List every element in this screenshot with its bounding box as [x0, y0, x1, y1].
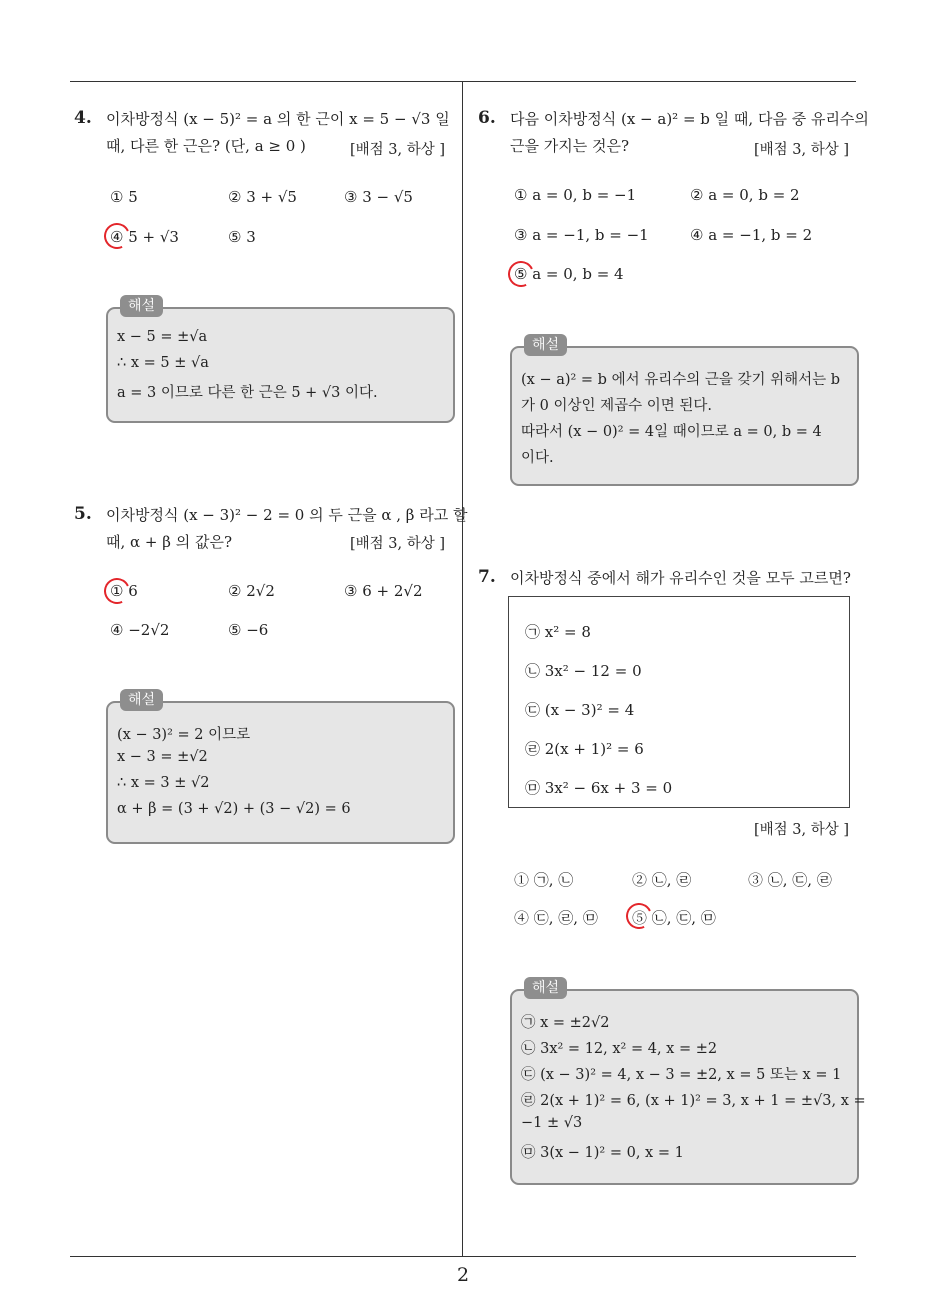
solution-line: ㉤ 3(x − 1)² = 0, x = 1	[521, 1145, 684, 1161]
choice-2[interactable]: ② 3 + √5	[228, 188, 297, 206]
question-text: 이차방정식 (x − 3)² − 2 = 0 의 두 근을 α , β 라고 할	[106, 506, 468, 524]
choice-4[interactable]: ④ ㉢, ㉣, ㉤	[514, 909, 598, 927]
solution-box	[106, 692, 455, 844]
choice-5[interactable]: ⑤ ㉡, ㉢, ㉤	[632, 909, 716, 927]
solution-line: −1 ± √3	[521, 1115, 583, 1131]
solution-line: ㉣ 2(x + 1)² = 6, (x + 1)² = 3, x + 1 = ±√3, x =	[521, 1093, 866, 1109]
solution-line: α + β = (3 + √2) + (3 − √2) = 6	[117, 801, 351, 817]
solution-line: a = 3 이므로 다른 한 근은 5 + √3 이다.	[117, 385, 378, 401]
equation-item: ㉤ 3x² − 6x + 3 = 0	[525, 779, 673, 797]
choice-1[interactable]: ① 5	[110, 188, 138, 206]
solution-line: 가 0 이상인 제곱수 이면 된다.	[521, 398, 712, 414]
solution-box	[510, 337, 859, 486]
page-number: 2	[456, 1264, 470, 1286]
solution-line: ∴ x = 5 ± √a	[117, 355, 209, 371]
choice-1[interactable]: ① ㉠, ㉡	[514, 871, 574, 889]
equation-item: ㉡ 3x² − 12 = 0	[525, 662, 642, 680]
question-text: 다음 이차방정식 (x − a)² = b 일 때, 다음 중 유리수의	[510, 110, 869, 128]
question-number: 7.	[478, 567, 496, 587]
solution-tag: 해설	[524, 977, 567, 999]
question-text: 이차방정식 중에서 해가 유리수인 것을 모두 고르면?	[510, 569, 851, 587]
choice-3[interactable]: ③ 3 − √5	[344, 188, 413, 206]
answer-circle-mark	[100, 574, 133, 607]
choice-3[interactable]: ③ a = −1, b = −1	[514, 226, 649, 244]
solution-line: (x − a)² = b 에서 유리수의 근을 갖기 위해서는 b	[521, 372, 840, 388]
solution-tag: 해설	[120, 295, 163, 317]
choice-5[interactable]: ⑤ a = 0, b = 4	[514, 265, 624, 283]
choice-4[interactable]: ④ a = −1, b = 2	[690, 226, 813, 244]
choice-2[interactable]: ② ㉡, ㉣	[632, 871, 692, 889]
solution-tag: 해설	[120, 689, 163, 711]
solution-line: ㉡ 3x² = 12, x² = 4, x = ±2	[521, 1041, 718, 1057]
answer-circle-mark	[504, 257, 537, 290]
choice-4[interactable]: ④ −2√2	[110, 621, 170, 639]
question-number: 6.	[478, 108, 496, 128]
choice-2[interactable]: ② a = 0, b = 2	[690, 186, 800, 204]
answer-circle-mark	[100, 219, 133, 252]
choice-4[interactable]: ④ 5 + √3	[110, 228, 179, 246]
choice-5[interactable]: ⑤ 3	[228, 228, 256, 246]
equation-item: ㉠ x² = 8	[525, 623, 591, 641]
solution-tag: 해설	[524, 334, 567, 356]
score-label: [배점 3, 하상 ]	[350, 536, 446, 552]
choice-1[interactable]: ① a = 0, b = −1	[514, 186, 637, 204]
solution-line: x − 3 = ±√2	[117, 749, 208, 765]
solution-box	[106, 298, 455, 423]
equation-item: ㉢ (x − 3)² = 4	[525, 701, 635, 719]
choice-1[interactable]: ① 6	[110, 582, 138, 600]
solution-line: (x − 3)² = 2 이므로	[117, 727, 251, 743]
top-rule	[70, 81, 856, 82]
solution-line: 따라서 (x − 0)² = 4일 때이므로 a = 0, b = 4	[521, 424, 822, 440]
equation-box	[508, 596, 850, 808]
solution-line: ㉠ x = ±2√2	[521, 1015, 610, 1031]
solution-line: ∴ x = 3 ± √2	[117, 775, 210, 791]
score-label: [배점 3, 하상 ]	[754, 142, 850, 158]
score-label: [배점 3, 하상 ]	[350, 142, 446, 158]
question-text: 이차방정식 (x − 5)² = a 의 한 근이 x = 5 − √3 일	[106, 110, 450, 128]
column-divider	[462, 82, 463, 1256]
solution-box	[510, 980, 866, 1185]
choice-3[interactable]: ③ ㉡, ㉢, ㉣	[748, 871, 832, 889]
choice-5[interactable]: ⑤ −6	[228, 621, 269, 639]
solution-line: x − 5 = ±√a	[117, 329, 208, 345]
bottom-rule	[70, 1256, 856, 1257]
question-text: 때, 다른 한 근은? (단, a ≥ 0 )	[106, 137, 306, 155]
solution-line: ㉢ (x − 3)² = 4, x − 3 = ±2, x = 5 또는 x = 1	[521, 1067, 842, 1083]
score-label: [배점 3, 하상 ]	[754, 822, 850, 838]
question-number: 4.	[74, 108, 92, 128]
choice-2[interactable]: ② 2√2	[228, 582, 275, 600]
solution-line: 이다.	[521, 450, 554, 466]
choice-3[interactable]: ③ 6 + 2√2	[344, 582, 423, 600]
question-text: 때, α + β 의 값은?	[106, 533, 232, 551]
question-number: 5.	[74, 504, 92, 524]
equation-item: ㉣ 2(x + 1)² = 6	[525, 740, 644, 758]
question-text: 근을 가지는 것은?	[510, 137, 630, 155]
